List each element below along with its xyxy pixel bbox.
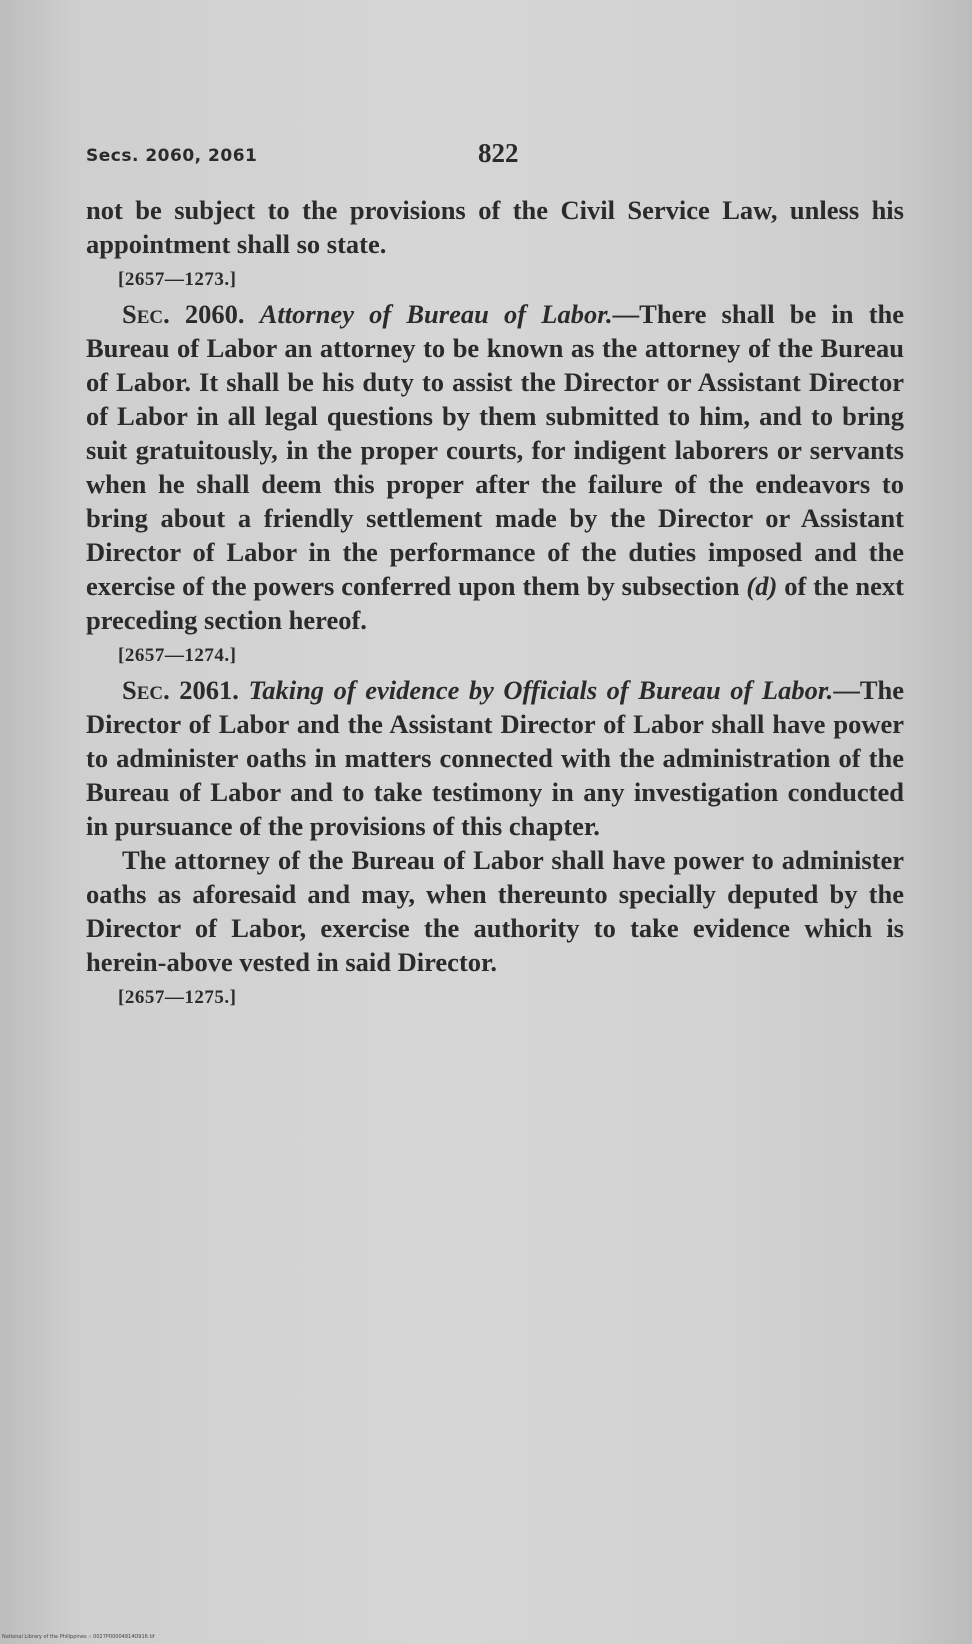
citation-2657-1275: [2657—1275.]: [118, 987, 237, 1008]
section-2060: [86, 297, 904, 637]
section-2060-subsection: (d): [746, 571, 778, 601]
page-body: [86, 193, 904, 1015]
page-number: 822: [478, 138, 519, 168]
section-2061-text: —The Director of Labor and the Assistant Director of Labor shall have power to administer oaths in matters connected with the administration of the Bureau of Labor and to take testimony in any investigation conducted in pursuance of the provisions of this chapter.: [86, 675, 904, 841]
running-head: Secs. 2060, 2061: [86, 146, 258, 166]
page-header: [86, 138, 904, 178]
continuation-paragraph: not be subject to the provisions of the Civil Service Law, unless his appointment shall so state.: [86, 195, 904, 259]
section-2060-text: —There shall be in the Bureau of Labor an attorney to be known as the attorney of the Bureau of Labor. It shall be his duty to assist the Director or Assistant Director of Labor in all legal questions by them submitted to him, and to bring suit gratuitously, in the proper courts, for indigent laborers or servants when he shall deem this proper after the failure of the endeavors to bring about a friendly settlement made by the Director or Assistant Director of Labor in the performance of the duties imposed and the exercise of the powers conferred upon them by subsection: [86, 299, 905, 601]
section-2061-caption: Taking of evidence by Officials of Bureau of Labor.: [248, 675, 834, 705]
section-2060-label: Sec. 2060.: [122, 299, 245, 329]
section-2060-text-end: of the next preceding section hereof.: [86, 571, 904, 635]
section-2061: [86, 673, 904, 843]
citation-2657-1273: [2657—1273.]: [118, 269, 237, 290]
citation-2657-1274: [2657—1274.]: [118, 645, 237, 666]
section-2061-label: Sec. 2061.: [122, 675, 239, 705]
scan-footer: National Library of the Philippines :: 0027P00004814O916.tif: [2, 1634, 155, 1640]
section-2060-caption: Attorney of Bureau of Labor.: [259, 299, 613, 329]
attorney-paragraph: The attorney of the Bureau of Labor shall have power to administer oaths as aforesaid and may, when thereunto specially deputed by the Director of Labor, exercise the authority to take evidence which is herein-above vested in said Director.: [86, 845, 904, 977]
